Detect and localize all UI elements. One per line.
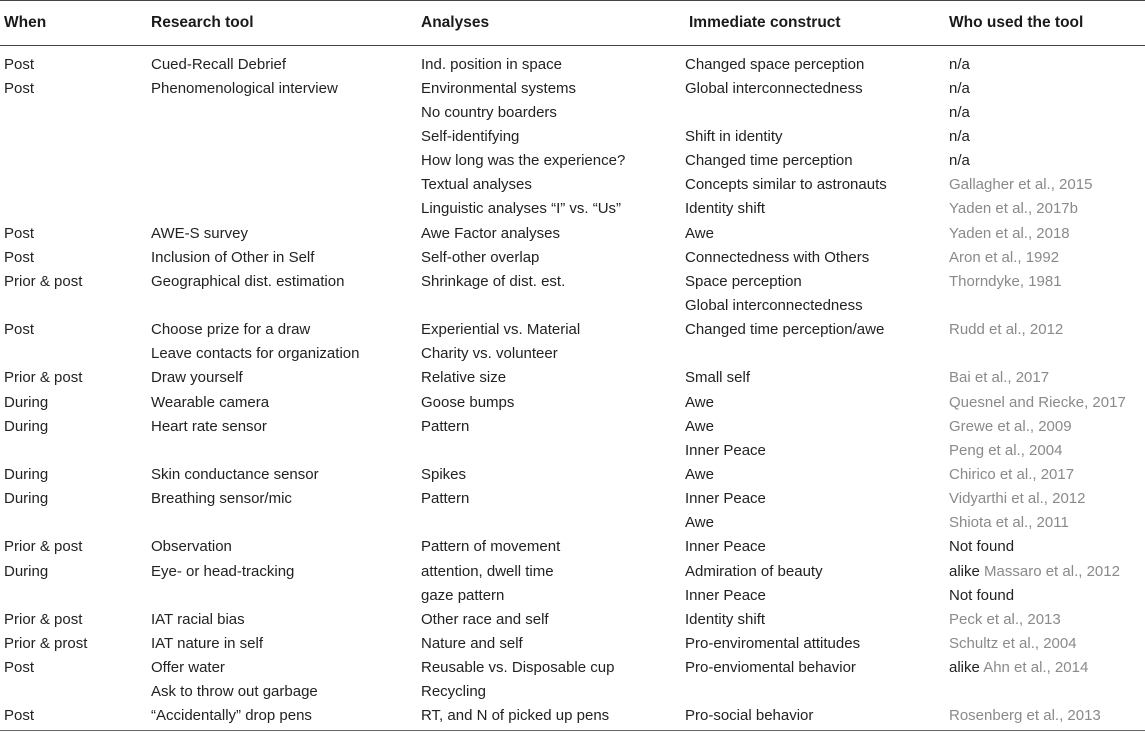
cell-who-used-the-tool — [945, 321, 1145, 338]
cell-analyses: Recycling — [421, 683, 487, 701]
who-prefix: alike — [949, 659, 984, 677]
cell-research-tool: Phenomenological interview — [151, 79, 338, 97]
cell-who-used-the-tool — [945, 635, 1145, 652]
header-who-used-the-tool: Who used the tool — [949, 14, 1084, 31]
table-row — [0, 366, 1145, 390]
cell-immediate-construct: Inner Peace — [685, 538, 766, 556]
cell-immediate-construct: Admiration of beauty — [685, 562, 823, 580]
who-reference: n/a — [949, 103, 970, 121]
cell-who-used-the-tool — [945, 225, 1145, 242]
who-reference: Quesnel and Riecke, 2017 — [949, 393, 1126, 411]
cell-who-used-the-tool — [945, 563, 1145, 580]
table-row — [0, 318, 1145, 342]
cell-immediate-construct: Inner Peace — [685, 586, 766, 604]
header-immediate-construct: Immediate construct — [689, 14, 841, 31]
cell-immediate-construct: Awe — [685, 393, 714, 411]
cell-research-tool: Breathing sensor/mic — [151, 490, 292, 508]
cell-who-used-the-tool — [945, 56, 1145, 73]
cell-research-tool: Eye- or head-tracking — [151, 562, 295, 580]
cell-research-tool: IAT nature in self — [151, 634, 264, 652]
cell-when: Post — [4, 79, 35, 97]
table-row — [0, 149, 1145, 173]
cell-when: During — [4, 465, 49, 483]
cell-when: Prior & post — [4, 610, 83, 628]
header-research-tool: Research tool — [151, 14, 254, 31]
cell-who-used-the-tool — [945, 466, 1145, 483]
cell-research-tool: IAT racial bias — [151, 610, 245, 628]
cell-when: During — [4, 417, 49, 435]
cell-analyses: Pattern of movement — [421, 538, 561, 556]
who-reference: Peng et al., 2004 — [949, 441, 1063, 459]
cell-analyses: Self-identifying — [421, 127, 520, 145]
cell-immediate-construct: Identity shift — [685, 610, 766, 628]
who-reference: Yaden et al., 2017b — [949, 200, 1078, 218]
cell-research-tool: Wearable camera — [151, 393, 270, 411]
cell-analyses: Pattern — [421, 490, 470, 508]
who-reference: n/a — [949, 127, 970, 145]
cell-research-tool: Ask to throw out garbage — [151, 683, 318, 701]
cell-immediate-construct: Identity shift — [685, 200, 766, 218]
who-reference: Vidyarthi et al., 2012 — [949, 490, 1086, 508]
table-row — [0, 680, 1145, 704]
cell-when: Prior & post — [4, 538, 83, 556]
cell-research-tool: Inclusion of Other in Self — [151, 248, 315, 266]
table-row — [0, 438, 1145, 462]
who-reference: Aron et al., 1992 — [949, 248, 1060, 266]
cell-immediate-construct: Concepts similar to astronauts — [685, 176, 887, 194]
table-row — [0, 342, 1145, 366]
table-row — [0, 173, 1145, 197]
table-row — [0, 559, 1145, 583]
cell-research-tool: Leave contacts for organization — [151, 345, 360, 363]
cell-when: Prior & prost — [4, 634, 88, 652]
cell-who-used-the-tool — [945, 538, 1145, 555]
cell-analyses: Relative size — [421, 369, 507, 387]
cell-who-used-the-tool — [945, 707, 1145, 724]
cell-analyses: Charity vs. volunteer — [421, 345, 558, 363]
cell-who-used-the-tool — [945, 442, 1145, 459]
cell-when: Post — [4, 55, 35, 73]
table-row — [0, 76, 1145, 100]
cell-analyses: Textual analyses — [421, 176, 532, 194]
cell-immediate-construct: Awe — [685, 417, 714, 435]
who-reference: n/a — [949, 55, 970, 73]
cell-who-used-the-tool — [945, 490, 1145, 507]
table-row — [0, 583, 1145, 607]
table-header — [0, 1, 1145, 45]
header-when: When — [4, 14, 47, 31]
table-row — [0, 656, 1145, 680]
cell-immediate-construct: Inner Peace — [685, 490, 766, 508]
cell-who-used-the-tool — [945, 418, 1145, 435]
table-row — [0, 221, 1145, 245]
table-row — [0, 124, 1145, 148]
cell-when: Post — [4, 224, 35, 242]
cell-who-used-the-tool — [945, 273, 1145, 290]
table-row — [0, 704, 1145, 728]
who-reference: Rosenberg et al., 2013 — [949, 707, 1101, 725]
cell-immediate-construct: Changed time perception — [685, 152, 853, 170]
cell-research-tool: Observation — [151, 538, 232, 556]
who-reference: Chirico et al., 2017 — [949, 465, 1075, 483]
cell-who-used-the-tool — [945, 611, 1145, 628]
cell-immediate-construct: Inner Peace — [685, 441, 766, 459]
cell-research-tool: Offer water — [151, 659, 225, 677]
cell-immediate-construct: Awe — [685, 465, 714, 483]
cell-analyses: Nature and self — [421, 634, 523, 652]
table-row — [0, 631, 1145, 655]
cell-who-used-the-tool — [945, 152, 1145, 169]
cell-immediate-construct: Small self — [685, 369, 751, 387]
cell-analyses: Spikes — [421, 465, 467, 483]
cell-research-tool: Skin conductance sensor — [151, 465, 319, 483]
who-reference: Peck et al., 2013 — [949, 610, 1061, 628]
cell-immediate-construct: Awe — [685, 224, 714, 242]
cell-immediate-construct: Space perception — [685, 272, 802, 290]
cell-who-used-the-tool — [945, 176, 1145, 193]
cell-immediate-construct: Pro-social behavior — [685, 707, 814, 725]
cell-when: Post — [4, 659, 35, 677]
cell-when: During — [4, 562, 49, 580]
cell-research-tool: Choose prize for a draw — [151, 321, 311, 339]
cell-immediate-construct: Pro-enviomental behavior — [685, 659, 856, 677]
table-row — [0, 511, 1145, 535]
table-bottom-rule — [0, 730, 1145, 731]
cell-when: Prior & post — [4, 369, 83, 387]
table-row — [0, 535, 1145, 559]
table-row — [0, 52, 1145, 76]
cell-analyses: Pattern — [421, 417, 470, 435]
cell-who-used-the-tool — [945, 587, 1145, 604]
who-reference: Gallagher et al., 2015 — [949, 176, 1093, 194]
cell-research-tool: Heart rate sensor — [151, 417, 267, 435]
cell-who-used-the-tool — [945, 128, 1145, 145]
cell-research-tool: Geographical dist. estimation — [151, 272, 345, 290]
table-row — [0, 197, 1145, 221]
cell-immediate-construct: Awe — [685, 514, 714, 532]
cell-research-tool: Draw yourself — [151, 369, 243, 387]
cell-who-used-the-tool — [945, 514, 1145, 531]
cell-immediate-construct: Pro-enviromental attitudes — [685, 634, 861, 652]
cell-immediate-construct: Connectedness with Others — [685, 248, 870, 266]
table-row — [0, 607, 1145, 631]
who-reference: Grewe et al., 2009 — [949, 417, 1072, 435]
table-row — [0, 293, 1145, 317]
cell-immediate-construct: Shift in identity — [685, 127, 783, 145]
cell-research-tool: Cued-Recall Debrief — [151, 55, 287, 73]
cell-who-used-the-tool — [945, 659, 1145, 676]
table-row — [0, 487, 1145, 511]
cell-analyses: Shrinkage of dist. est. — [421, 272, 566, 290]
cell-who-used-the-tool — [945, 104, 1145, 121]
header-analyses: Analyses — [421, 14, 490, 31]
who-prefix: alike — [949, 562, 985, 580]
table-row — [0, 269, 1145, 293]
table-row — [0, 100, 1145, 124]
cell-who-used-the-tool — [945, 249, 1145, 266]
cell-analyses: Other race and self — [421, 610, 549, 628]
table-row — [0, 390, 1145, 414]
cell-immediate-construct: Global interconnectedness — [685, 296, 863, 314]
cell-when: During — [4, 393, 49, 411]
cell-analyses: No country boarders — [421, 103, 557, 121]
who-reference: n/a — [949, 79, 970, 97]
cell-analyses: Environmental systems — [421, 79, 577, 97]
who-reference: Bai et al., 2017 — [949, 369, 1050, 387]
cell-who-used-the-tool — [945, 394, 1145, 411]
cell-research-tool: “Accidentally” drop pens — [151, 707, 312, 725]
cell-analyses: Reusable vs. Disposable cup — [421, 659, 615, 677]
cell-analyses: Linguistic analyses “I” vs. “Us” — [421, 200, 622, 218]
who-reference: Shiota et al., 2011 — [949, 514, 1069, 532]
who-reference: Rudd et al., 2012 — [949, 321, 1064, 339]
who-reference: Yaden et al., 2018 — [949, 224, 1070, 242]
who-reference: Ahn et al., 2014 — [983, 659, 1089, 677]
cell-immediate-construct: Changed time perception/awe — [685, 321, 885, 339]
cell-analyses: Experiential vs. Material — [421, 321, 581, 339]
table-row — [0, 462, 1145, 486]
who-reference: Not found — [949, 586, 1015, 604]
who-reference: Not found — [949, 538, 1015, 556]
who-reference: n/a — [949, 152, 970, 170]
cell-analyses: How long was the experience? — [421, 152, 626, 170]
table-row — [0, 414, 1145, 438]
cell-analyses: Awe Factor analyses — [421, 224, 560, 242]
cell-when: Post — [4, 248, 35, 266]
cell-immediate-construct: Global interconnectedness — [685, 79, 863, 97]
who-reference: Thorndyke, 1981 — [949, 272, 1062, 290]
cell-who-used-the-tool — [945, 200, 1145, 217]
cell-when: Post — [4, 707, 35, 725]
cell-immediate-construct: Changed space perception — [685, 55, 865, 73]
cell-when: Prior & post — [4, 272, 83, 290]
cell-who-used-the-tool — [945, 369, 1145, 386]
cell-when: During — [4, 490, 49, 508]
cell-analyses: RT, and N of picked up pens — [421, 707, 610, 725]
cell-who-used-the-tool — [945, 80, 1145, 97]
cell-analyses: Goose bumps — [421, 393, 515, 411]
who-reference: Massaro et al., 2012 — [984, 562, 1120, 580]
cell-analyses: Ind. position in space — [421, 55, 562, 73]
cell-analyses: attention, dwell time — [421, 562, 554, 580]
table-row — [0, 245, 1145, 269]
cell-research-tool: AWE-S survey — [151, 224, 248, 242]
table-body — [0, 46, 1145, 728]
cell-when: Post — [4, 321, 35, 339]
cell-analyses: gaze pattern — [421, 586, 505, 604]
who-reference: Schultz et al., 2004 — [949, 634, 1077, 652]
cell-analyses: Self-other overlap — [421, 248, 540, 266]
